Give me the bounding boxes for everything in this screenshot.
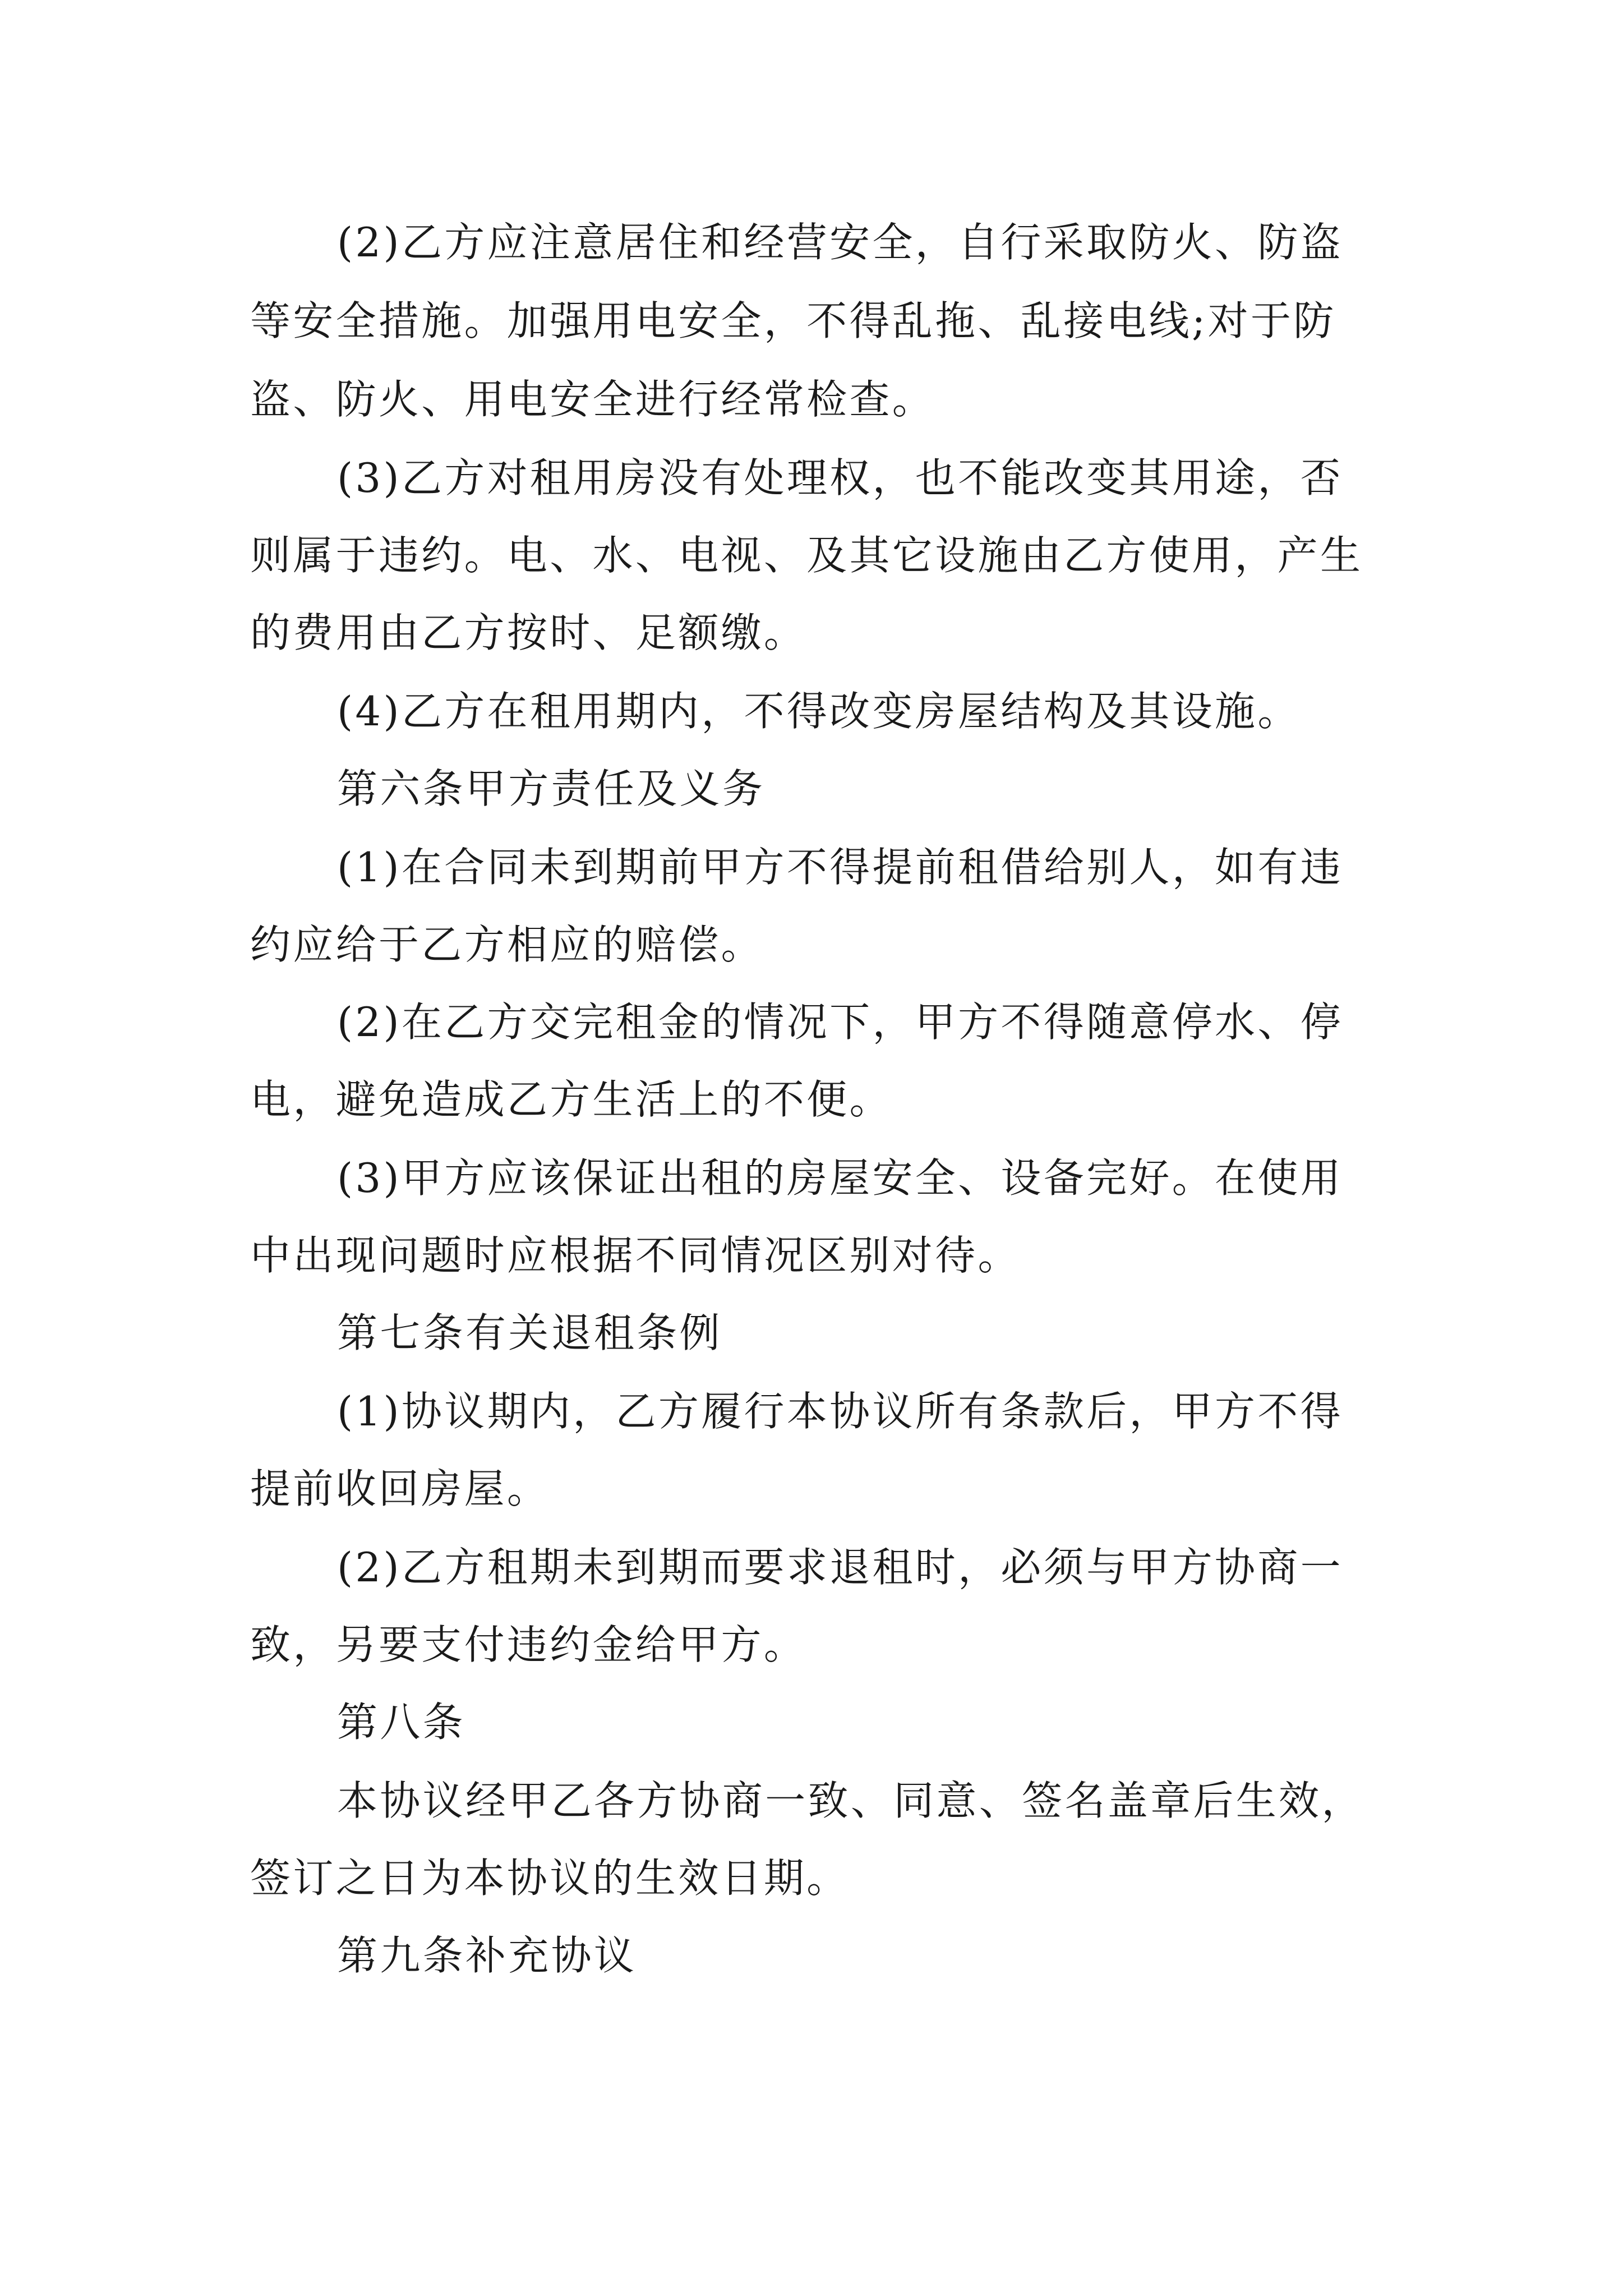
text-line: 的费用由乙方按时、足额缴。 (250, 609, 807, 656)
text-line: 约应给于乙方相应的赔偿。 (250, 921, 764, 968)
text-line: (2)乙方租期未到期而要求退租时，必须与甲方协商一 (337, 1544, 1343, 1591)
text-line: (2)乙方应注意居住和经营安全，自行采取防火、防盗 (337, 219, 1343, 266)
text-line: 致，另要支付违约金给甲方。 (250, 1621, 807, 1668)
text-line: (4)乙方在租用期内，不得改变房屋结构及其设施。 (337, 688, 1301, 735)
text-line: (1)协议期内，乙方履行本协议所有条款后，甲方不得 (337, 1388, 1343, 1435)
text-line: 提前收回房屋。 (250, 1465, 550, 1512)
text-line: 等安全措施。加强用电安全，不得乱拖、乱接电线;对于防 (250, 297, 1336, 344)
text-line: (2)在乙方交完租金的情况下，甲方不得随意停水、停 (337, 999, 1343, 1046)
text-line: (3)甲方应该保证出租的房屋安全、设备完好。在使用 (337, 1154, 1343, 1202)
text-line: (1)在合同未到期前甲方不得提前租借给别人，如有违 (337, 844, 1343, 891)
section-heading: 第八条 (337, 1699, 465, 1746)
text-line: 签订之日为本协议的生效日期。 (250, 1855, 850, 1902)
section-heading: 第六条甲方责任及义务 (337, 765, 766, 812)
text-line: 本协议经甲乙各方协商一致、同意、签名盖章后生效， (337, 1777, 1364, 1824)
text-line: 中出现问题时应根据不同情况区别对待。 (250, 1232, 1021, 1279)
text-line: 电，避免造成乙方生活上的不便。 (250, 1076, 892, 1123)
text-line: 则属于违约。电、水、电视、及其它设施由乙方使用，产生 (250, 532, 1363, 579)
section-heading: 第九条补充协议 (337, 1932, 637, 1979)
section-heading: 第七条有关退租条例 (337, 1309, 722, 1356)
text-line: (3)乙方对租用房没有处理权，也不能改变其用途，否 (337, 454, 1343, 501)
text-line: 盗、防火、用电安全进行经常检查。 (250, 376, 935, 423)
